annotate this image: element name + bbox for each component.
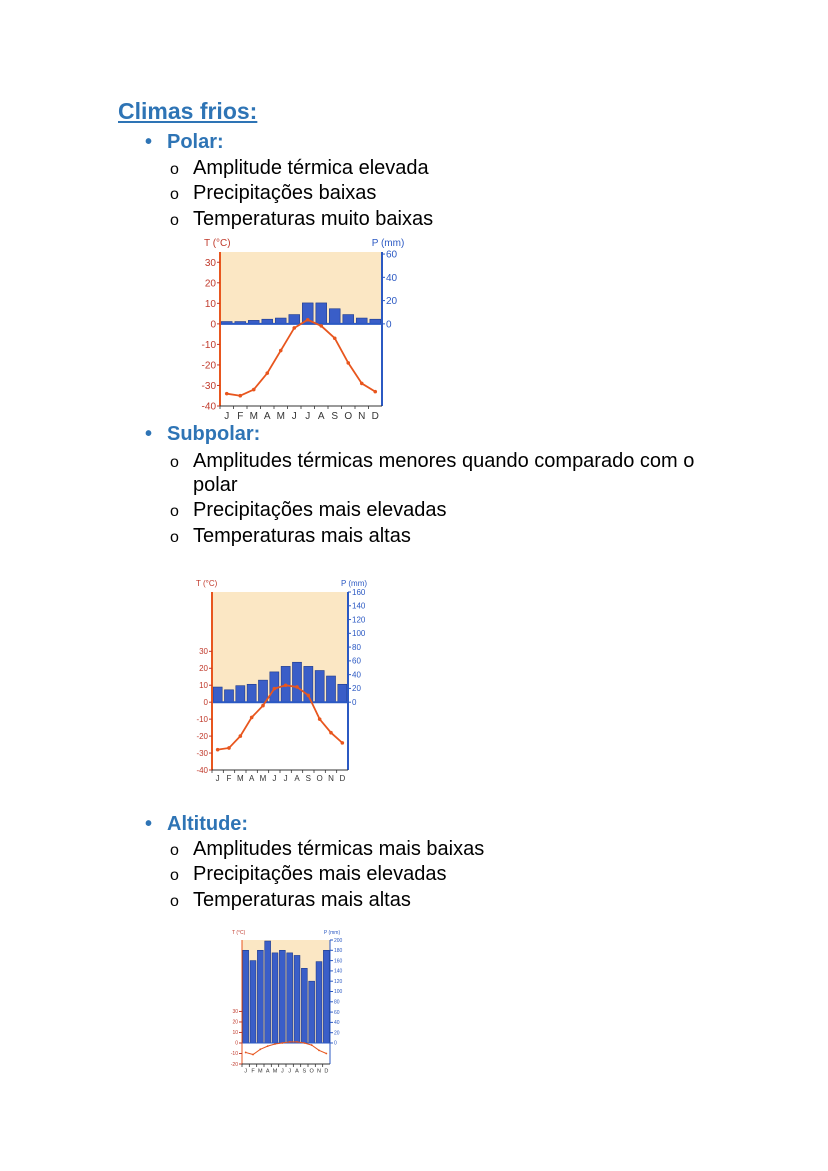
temperature-tick-label: 0 (210, 319, 216, 331)
month-label: O (309, 1068, 314, 1074)
month-label: S (305, 774, 312, 783)
temperature-point (295, 685, 299, 689)
temperature-axis-label: T (°C) (204, 238, 231, 249)
precipitation-bar (213, 687, 222, 702)
circle-bullet-icon: o (170, 161, 179, 178)
temperature-point (329, 731, 333, 735)
precipitation-tick-label: 0 (334, 1040, 337, 1047)
temperature-point (216, 748, 220, 752)
temperature-axis-label: T (°C) (196, 579, 218, 588)
temperature-point (306, 318, 310, 322)
circle-bullet-icon: o (170, 212, 179, 229)
temperature-point (318, 1049, 320, 1051)
temperature-tick-label: 30 (232, 1009, 238, 1016)
temperature-tick-label: -10 (201, 339, 216, 351)
temperature-point (273, 687, 277, 691)
circle-bullet-icon: o (170, 867, 179, 884)
temperature-point (373, 390, 377, 394)
temperature-tick-label: -10 (230, 1051, 238, 1058)
temperature-point (225, 392, 229, 396)
month-label: A (294, 774, 300, 783)
section-title-subpolar: • Subpolar: (145, 423, 261, 445)
precipitation-tick-label: 80 (334, 999, 340, 1006)
precipitation-tick-label: 40 (386, 272, 398, 284)
month-label: A (265, 1068, 270, 1074)
month-label: J (224, 411, 230, 420)
temperature-tick-label: -20 (201, 360, 216, 372)
bullet-icon: • (145, 423, 153, 445)
polar-climate-chart-svg (192, 230, 404, 420)
temperature-point (311, 1044, 313, 1046)
section-title-altitude: • Altitude: (145, 813, 249, 835)
month-label: M (249, 411, 258, 420)
temperature-tick-label: 30 (204, 257, 216, 269)
precipitation-bar (243, 950, 249, 1043)
temperature-point (296, 1041, 298, 1043)
precipitation-tick-label: 0 (386, 319, 392, 331)
subpolar-climate-chart-svg (192, 570, 368, 784)
precipitation-bar (309, 981, 315, 1043)
month-label: A (263, 411, 271, 420)
list-item: o Amplitudes térmicas menores quando comparado com o polar (170, 450, 695, 496)
precipitation-bar (289, 315, 300, 324)
temperature-point (239, 734, 243, 738)
month-label: J (272, 774, 277, 783)
plot-background (220, 252, 382, 324)
month-label: M (236, 774, 244, 783)
bullet-icon: • (145, 813, 153, 835)
precipitation-axis-label: P (mm) (323, 930, 341, 936)
month-label: A (248, 774, 255, 783)
precipitation-bar (338, 684, 347, 702)
precipitation-bar (287, 953, 293, 1043)
month-label: F (251, 1068, 255, 1074)
temperature-point (265, 371, 269, 375)
precipitation-bar (250, 961, 256, 1043)
list-item: o Amplitudes térmicas mais baixas (170, 837, 484, 863)
temperature-point (252, 388, 256, 392)
page-title: Climas frios: (118, 98, 258, 124)
temperature-tick-label: 10 (204, 298, 216, 310)
precipitation-axis-label: P (mm) (340, 579, 368, 588)
temperature-point (279, 349, 283, 353)
month-label: N (358, 411, 366, 420)
precipitation-tick-label: 20 (334, 1030, 340, 1037)
circle-bullet-icon: o (170, 503, 179, 520)
month-label: F (226, 774, 232, 783)
temperature-point (341, 741, 345, 745)
list-item: o Amplitude térmica elevada (170, 156, 429, 182)
list-item: o Precipitações baixas (170, 181, 376, 207)
precipitation-tick-label: 60 (386, 249, 398, 261)
temperature-point (252, 1054, 254, 1056)
temperature-tick-label: 20 (232, 1019, 238, 1026)
temperature-point (292, 326, 296, 330)
precipitation-bar (236, 686, 245, 703)
precipitation-bar (279, 950, 285, 1043)
temperature-point (307, 694, 311, 698)
temperature-tick-label: -40 (196, 765, 208, 775)
month-label: D (324, 1068, 329, 1074)
precipitation-bar (247, 684, 256, 702)
precipitation-tick-label: 0 (352, 697, 357, 707)
temperature-axis-label: T (°C) (232, 930, 246, 936)
temperature-point (325, 1053, 327, 1055)
month-label: O (344, 411, 353, 420)
temperature-point (289, 1041, 291, 1043)
month-label: A (295, 1068, 299, 1074)
temperature-tick-label: -30 (201, 380, 216, 392)
circle-bullet-icon: o (170, 186, 179, 203)
temperature-point (284, 683, 288, 687)
precipitation-bar (316, 303, 327, 324)
month-label: N (317, 1068, 321, 1074)
precipitation-tick-label: 160 (352, 587, 366, 597)
temperature-tick-label: -20 (230, 1061, 238, 1068)
month-label: M (259, 774, 267, 783)
month-label: J (280, 1068, 284, 1074)
temperature-point (303, 1042, 305, 1044)
list-item: o Temperaturas mais altas (170, 888, 411, 914)
precipitation-tick-label: 180 (334, 948, 343, 955)
list-item: o Precipitações mais elevadas (170, 862, 446, 888)
precipitation-bar (316, 962, 322, 1043)
precipitation-bar (224, 690, 233, 702)
precipitation-tick-label: 120 (352, 615, 366, 625)
temperature-point (281, 1042, 283, 1044)
precipitation-tick-label: 100 (352, 629, 366, 639)
precipitation-bar (301, 968, 307, 1043)
circle-bullet-icon: o (170, 842, 179, 859)
altitude-climate-chart-svg (226, 926, 350, 1074)
altitude-climate-chart (226, 926, 350, 1074)
temperature-tick-label: 10 (199, 681, 208, 691)
list-item: o Temperaturas mais altas (170, 524, 411, 550)
polar-climate-chart (192, 230, 404, 420)
precipitation-tick-label: 20 (352, 684, 361, 694)
precipitation-tick-label: 120 (334, 978, 343, 985)
month-label: J (283, 774, 288, 783)
precipitation-tick-label: 40 (352, 670, 361, 680)
precipitation-bar (343, 315, 354, 324)
precipitation-tick-label: 140 (352, 601, 366, 611)
list-item: o Precipitações mais elevadas (170, 498, 446, 524)
precipitation-tick-label: 200 (334, 937, 343, 944)
temperature-point (259, 1048, 261, 1050)
temperature-tick-label: -20 (196, 731, 208, 741)
precipitation-bar (294, 955, 300, 1043)
month-label: O (316, 774, 323, 783)
temperature-tick-label: 0 (203, 697, 208, 707)
precipitation-tick-label: 80 (352, 642, 361, 652)
month-label: S (331, 411, 339, 420)
month-label: D (339, 774, 346, 783)
temperature-tick-label: 10 (232, 1030, 238, 1037)
precipitation-bar (258, 680, 267, 702)
temperature-point (346, 361, 350, 365)
temperature-point (238, 394, 242, 398)
circle-bullet-icon: o (170, 529, 179, 546)
precipitation-bar (265, 941, 271, 1043)
month-label: M (258, 1068, 263, 1074)
precipitation-bar (323, 950, 329, 1043)
month-label: J (288, 1068, 292, 1074)
precipitation-bar (292, 662, 301, 702)
precipitation-bar (329, 309, 340, 324)
month-label: A (317, 411, 325, 420)
precipitation-tick-label: 20 (386, 296, 398, 308)
month-label: M (272, 1068, 278, 1074)
temperature-tick-label: 0 (235, 1040, 238, 1047)
temperature-tick-label: 20 (204, 278, 216, 290)
circle-bullet-icon: o (170, 454, 179, 471)
circle-bullet-icon: o (170, 893, 179, 910)
month-label: N (328, 774, 334, 783)
temperature-point (274, 1043, 276, 1045)
temperature-point (261, 704, 265, 708)
temperature-tick-label: -30 (196, 748, 208, 758)
month-label: F (237, 411, 244, 420)
precipitation-tick-label: 60 (334, 1009, 340, 1016)
temperature-tick-label: -10 (196, 714, 208, 724)
month-label: S (302, 1068, 307, 1074)
month-label: M (276, 411, 285, 420)
precipitation-bar (326, 676, 335, 702)
temperature-point (333, 336, 337, 340)
temperature-point (267, 1045, 269, 1047)
subpolar-climate-chart (192, 570, 368, 784)
temperature-point (245, 1052, 247, 1054)
precipitation-axis-label: P (mm) (371, 238, 404, 249)
temperature-tick-label: 30 (199, 647, 208, 657)
precipitation-bar (257, 950, 263, 1043)
precipitation-tick-label: 140 (334, 968, 343, 975)
precipitation-bar (315, 671, 324, 703)
section-title-polar: • Polar: (145, 131, 224, 153)
month-label: J (305, 411, 311, 420)
precipitation-tick-label: 160 (334, 958, 343, 965)
month-label: J (215, 774, 220, 783)
temperature-point (360, 382, 364, 386)
temperature-tick-label: 20 (199, 664, 208, 674)
temperature-point (250, 716, 254, 720)
temperature-point (319, 324, 323, 328)
temperature-tick-label: -40 (201, 401, 216, 413)
list-item: o Temperaturas muito baixas (170, 207, 433, 233)
temperature-point (318, 717, 322, 721)
precipitation-tick-label: 100 (334, 989, 343, 996)
precipitation-tick-label: 60 (352, 656, 361, 666)
precipitation-tick-label: 40 (334, 1020, 340, 1027)
month-label: J (291, 411, 297, 420)
temperature-point (227, 746, 231, 750)
month-label: J (244, 1068, 248, 1074)
precipitation-bar (272, 953, 278, 1043)
month-label: D (371, 411, 379, 420)
bullet-icon: • (145, 131, 153, 153)
